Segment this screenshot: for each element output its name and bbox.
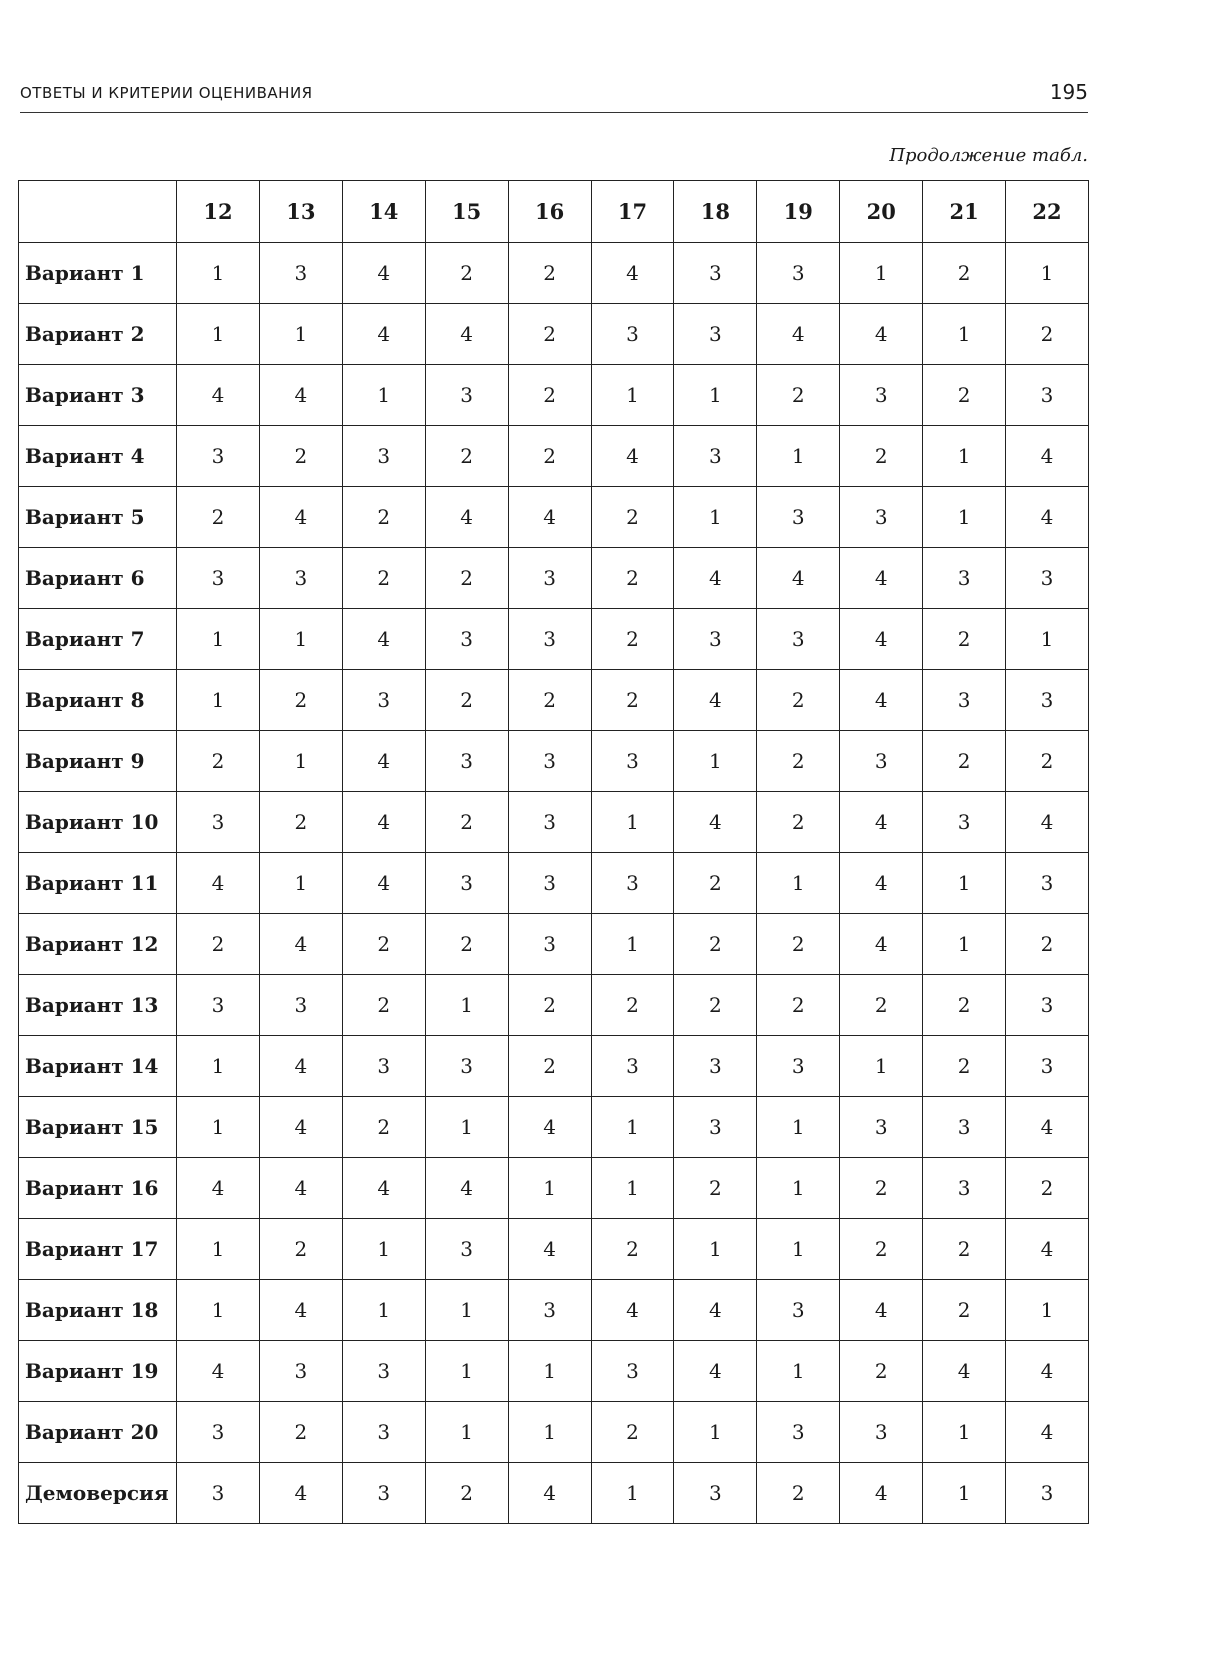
answer-cell: 4 — [674, 792, 757, 853]
answer-cell: 4 — [259, 365, 342, 426]
answer-cell: 3 — [757, 1036, 840, 1097]
section-title: ОТВЕТЫ И КРИТЕРИИ ОЦЕНИВАНИЯ — [20, 84, 313, 102]
answer-cell: 2 — [1006, 1158, 1089, 1219]
answer-cell: 3 — [177, 1402, 260, 1463]
answer-cell: 2 — [757, 914, 840, 975]
answer-cell: 2 — [840, 1158, 923, 1219]
answer-cell: 3 — [757, 487, 840, 548]
answer-cell: 1 — [923, 304, 1006, 365]
answer-cell: 4 — [508, 1097, 591, 1158]
answer-cell: 2 — [923, 731, 1006, 792]
answer-cell: 2 — [757, 365, 840, 426]
column-header: 19 — [757, 181, 840, 243]
answer-cell: 2 — [923, 1036, 1006, 1097]
answer-cell: 2 — [840, 426, 923, 487]
answer-cell: 1 — [177, 1219, 260, 1280]
answer-cell: 4 — [674, 1280, 757, 1341]
answer-cell: 2 — [591, 609, 674, 670]
answer-cell: 1 — [923, 853, 1006, 914]
answer-cell: 1 — [342, 365, 425, 426]
answer-cell: 3 — [757, 609, 840, 670]
answer-cell: 4 — [1006, 1341, 1089, 1402]
answer-cell: 2 — [508, 304, 591, 365]
answer-cell: 1 — [177, 1036, 260, 1097]
answer-cell: 2 — [508, 426, 591, 487]
answer-cell: 2 — [508, 1036, 591, 1097]
row-label: Вариант 18 — [19, 1280, 177, 1341]
row-label: Вариант 6 — [19, 548, 177, 609]
answer-cell: 1 — [425, 1097, 508, 1158]
answer-cell: 3 — [259, 243, 342, 304]
answer-cell: 1 — [591, 914, 674, 975]
answer-cell: 3 — [1006, 853, 1089, 914]
answer-cell: 4 — [342, 1158, 425, 1219]
answer-cell: 2 — [591, 1402, 674, 1463]
answer-cell: 1 — [674, 1219, 757, 1280]
answer-cell: 4 — [591, 426, 674, 487]
answer-cell: 4 — [674, 548, 757, 609]
row-label: Вариант 8 — [19, 670, 177, 731]
answer-cell: 1 — [425, 1280, 508, 1341]
answer-cell: 3 — [425, 1219, 508, 1280]
row-label: Вариант 3 — [19, 365, 177, 426]
answer-cell: 3 — [840, 487, 923, 548]
answer-cell: 3 — [508, 914, 591, 975]
answer-cell: 4 — [259, 1463, 342, 1524]
answer-cell: 4 — [757, 548, 840, 609]
answer-cell: 3 — [591, 853, 674, 914]
answer-cell: 2 — [591, 548, 674, 609]
answer-cell: 3 — [259, 548, 342, 609]
answer-cell: 1 — [674, 487, 757, 548]
answer-cell: 2 — [757, 792, 840, 853]
answer-cell: 1 — [757, 1341, 840, 1402]
answer-cell: 4 — [591, 243, 674, 304]
answer-cell: 2 — [840, 975, 923, 1036]
corner-cell — [19, 181, 177, 243]
answer-cell: 2 — [757, 1463, 840, 1524]
answer-cell: 3 — [591, 1036, 674, 1097]
table-row — [19, 1463, 1089, 1524]
answer-cell: 3 — [1006, 1036, 1089, 1097]
answer-cell: 3 — [840, 731, 923, 792]
answer-cell: 4 — [840, 1463, 923, 1524]
answer-cell: 3 — [1006, 670, 1089, 731]
column-header: 13 — [259, 181, 342, 243]
answer-cell: 3 — [508, 853, 591, 914]
answer-cell: 2 — [674, 914, 757, 975]
answer-cell: 3 — [840, 1402, 923, 1463]
answer-cell: 3 — [757, 1280, 840, 1341]
answer-cell: 1 — [840, 243, 923, 304]
answer-cell: 3 — [840, 365, 923, 426]
answer-cell: 2 — [674, 1158, 757, 1219]
answer-cell: 4 — [342, 243, 425, 304]
answer-cell: 3 — [591, 1341, 674, 1402]
answer-cell: 2 — [674, 975, 757, 1036]
table-row — [19, 975, 1089, 1036]
answer-cell: 4 — [425, 1158, 508, 1219]
answer-cell: 3 — [508, 548, 591, 609]
answer-cell: 2 — [259, 1402, 342, 1463]
answer-cell: 1 — [508, 1158, 591, 1219]
answer-cell: 1 — [591, 1463, 674, 1524]
answer-cell: 4 — [508, 487, 591, 548]
table-row — [19, 1219, 1089, 1280]
answer-cell: 2 — [923, 975, 1006, 1036]
answer-cell: 3 — [1006, 365, 1089, 426]
answer-cell: 2 — [342, 975, 425, 1036]
answer-cell: 3 — [674, 304, 757, 365]
answer-cell: 4 — [591, 1280, 674, 1341]
answer-cell: 3 — [1006, 548, 1089, 609]
answer-cell: 3 — [923, 1158, 1006, 1219]
answer-cell: 4 — [177, 1158, 260, 1219]
row-label: Вариант 15 — [19, 1097, 177, 1158]
answer-cell: 3 — [177, 426, 260, 487]
answer-cell: 2 — [508, 243, 591, 304]
answer-cell: 2 — [1006, 304, 1089, 365]
answer-cell: 4 — [1006, 1402, 1089, 1463]
answer-cell: 1 — [1006, 609, 1089, 670]
answer-cell: 1 — [674, 365, 757, 426]
table-row — [19, 1036, 1089, 1097]
answer-cell: 4 — [1006, 426, 1089, 487]
answer-cell: 3 — [342, 426, 425, 487]
answer-cell: 3 — [923, 792, 1006, 853]
table-row — [19, 1341, 1089, 1402]
table-row — [19, 243, 1089, 304]
answer-cell: 4 — [342, 853, 425, 914]
answer-cell: 1 — [674, 1402, 757, 1463]
row-label: Вариант 12 — [19, 914, 177, 975]
answer-cell: 3 — [425, 731, 508, 792]
table-header-row — [19, 181, 1089, 243]
answer-cell: 3 — [259, 975, 342, 1036]
answer-cell: 4 — [923, 1341, 1006, 1402]
answer-cell: 4 — [840, 853, 923, 914]
answer-cell: 4 — [840, 792, 923, 853]
answer-cell: 2 — [177, 487, 260, 548]
answer-cell: 4 — [840, 670, 923, 731]
answer-cell: 1 — [259, 731, 342, 792]
answer-cell: 4 — [840, 548, 923, 609]
answer-cell: 3 — [342, 670, 425, 731]
answer-cell: 2 — [591, 487, 674, 548]
answer-cell: 1 — [259, 853, 342, 914]
answer-cell: 2 — [342, 487, 425, 548]
answer-cell: 4 — [259, 1097, 342, 1158]
answer-cell: 1 — [840, 1036, 923, 1097]
row-label: Вариант 19 — [19, 1341, 177, 1402]
row-label: Вариант 13 — [19, 975, 177, 1036]
answer-cell: 4 — [674, 670, 757, 731]
answer-cell: 4 — [259, 914, 342, 975]
answer-cell: 2 — [425, 548, 508, 609]
answer-cell: 3 — [1006, 1463, 1089, 1524]
answer-cell: 3 — [342, 1402, 425, 1463]
answer-cell: 1 — [1006, 1280, 1089, 1341]
table-row — [19, 1097, 1089, 1158]
table-row — [19, 670, 1089, 731]
column-header: 18 — [674, 181, 757, 243]
answer-cell: 2 — [1006, 914, 1089, 975]
answer-cell: 2 — [259, 1219, 342, 1280]
table-row — [19, 731, 1089, 792]
answer-cell: 1 — [757, 1219, 840, 1280]
table-row — [19, 426, 1089, 487]
answer-cell: 4 — [1006, 792, 1089, 853]
answer-cell: 4 — [177, 1341, 260, 1402]
answer-cell: 4 — [1006, 1219, 1089, 1280]
answer-cell: 4 — [1006, 487, 1089, 548]
answer-cell: 3 — [425, 609, 508, 670]
answer-cell: 1 — [259, 304, 342, 365]
column-header: 14 — [342, 181, 425, 243]
answer-cell: 1 — [177, 609, 260, 670]
row-label: Вариант 9 — [19, 731, 177, 792]
answer-cell: 4 — [342, 792, 425, 853]
column-header: 17 — [591, 181, 674, 243]
answer-cell: 1 — [425, 1341, 508, 1402]
answer-cell: 2 — [508, 365, 591, 426]
answer-cell: 2 — [674, 853, 757, 914]
table-continuation-caption: Продолжение табл. — [889, 145, 1088, 166]
answer-cell: 2 — [259, 426, 342, 487]
answer-cell: 2 — [508, 975, 591, 1036]
answer-cell: 4 — [177, 853, 260, 914]
table-row — [19, 853, 1089, 914]
row-label: Вариант 10 — [19, 792, 177, 853]
answer-cell: 2 — [757, 731, 840, 792]
answer-cell: 3 — [425, 853, 508, 914]
answer-cell: 1 — [674, 731, 757, 792]
answer-cell: 2 — [425, 670, 508, 731]
answer-cell: 1 — [342, 1280, 425, 1341]
answer-cell: 1 — [1006, 243, 1089, 304]
answer-cell: 4 — [840, 1280, 923, 1341]
answer-cell: 2 — [425, 426, 508, 487]
answer-cell: 2 — [425, 1463, 508, 1524]
answer-cell: 3 — [674, 1097, 757, 1158]
answer-cell: 3 — [342, 1463, 425, 1524]
answer-cell: 1 — [591, 792, 674, 853]
answer-cell: 3 — [259, 1341, 342, 1402]
answer-cell: 2 — [923, 1219, 1006, 1280]
answer-cell: 3 — [177, 792, 260, 853]
answer-cell: 3 — [674, 243, 757, 304]
row-label: Вариант 1 — [19, 243, 177, 304]
answer-cell: 4 — [259, 487, 342, 548]
table-row — [19, 487, 1089, 548]
answer-cell: 1 — [591, 365, 674, 426]
answer-cell: 1 — [177, 1097, 260, 1158]
running-head — [20, 82, 1088, 113]
table-body — [19, 243, 1089, 1524]
answer-cell: 1 — [508, 1402, 591, 1463]
answer-cell: 2 — [177, 731, 260, 792]
answer-cell: 1 — [177, 670, 260, 731]
row-label: Вариант 4 — [19, 426, 177, 487]
row-label: Вариант 16 — [19, 1158, 177, 1219]
answer-cell: 3 — [425, 1036, 508, 1097]
answer-cell: 3 — [923, 548, 1006, 609]
answer-cell: 1 — [508, 1341, 591, 1402]
column-header: 16 — [508, 181, 591, 243]
column-header: 20 — [840, 181, 923, 243]
answer-cell: 3 — [757, 1402, 840, 1463]
answer-cell: 1 — [591, 1097, 674, 1158]
answer-cell: 3 — [674, 1036, 757, 1097]
table-row — [19, 792, 1089, 853]
answer-cell: 4 — [259, 1280, 342, 1341]
row-label: Вариант 14 — [19, 1036, 177, 1097]
answer-cell: 2 — [342, 548, 425, 609]
answer-cell: 2 — [923, 609, 1006, 670]
answer-cell: 4 — [342, 609, 425, 670]
column-header: 12 — [177, 181, 260, 243]
answer-cell: 3 — [342, 1341, 425, 1402]
answer-cell: 3 — [508, 792, 591, 853]
answer-cell: 4 — [508, 1219, 591, 1280]
answer-cell: 1 — [923, 1463, 1006, 1524]
answer-cell: 4 — [259, 1036, 342, 1097]
answer-cell: 4 — [342, 304, 425, 365]
answer-cell: 2 — [591, 670, 674, 731]
answer-cell: 2 — [923, 243, 1006, 304]
answer-cell: 4 — [840, 914, 923, 975]
answer-cell: 1 — [923, 487, 1006, 548]
answer-cell: 2 — [591, 975, 674, 1036]
answer-cell: 4 — [342, 731, 425, 792]
answer-cell: 1 — [757, 1158, 840, 1219]
answer-cell: 2 — [840, 1341, 923, 1402]
answer-cell: 2 — [1006, 731, 1089, 792]
answer-cell: 2 — [757, 670, 840, 731]
answer-cell: 2 — [425, 243, 508, 304]
table-row — [19, 609, 1089, 670]
answer-cell: 4 — [757, 304, 840, 365]
answer-cell: 4 — [177, 365, 260, 426]
page-number: 195 — [1049, 80, 1088, 104]
row-label: Вариант 17 — [19, 1219, 177, 1280]
answer-cell: 3 — [757, 243, 840, 304]
answer-cell: 3 — [508, 609, 591, 670]
column-header: 22 — [1006, 181, 1089, 243]
answer-cell: 4 — [259, 1158, 342, 1219]
answer-cell: 2 — [259, 670, 342, 731]
answer-cell: 3 — [674, 426, 757, 487]
table-row — [19, 365, 1089, 426]
answer-cell: 1 — [177, 243, 260, 304]
table-row — [19, 304, 1089, 365]
answer-cell: 1 — [757, 853, 840, 914]
table-row — [19, 1158, 1089, 1219]
table-row — [19, 548, 1089, 609]
answers-table — [18, 180, 1089, 1524]
answer-cell: 1 — [177, 1280, 260, 1341]
answer-cell: 2 — [425, 914, 508, 975]
answer-cell: 2 — [840, 1219, 923, 1280]
answer-cell: 3 — [177, 975, 260, 1036]
answer-cell: 3 — [425, 365, 508, 426]
answer-cell: 1 — [425, 975, 508, 1036]
answer-cell: 1 — [259, 609, 342, 670]
answer-cell: 2 — [342, 914, 425, 975]
answer-cell: 3 — [674, 609, 757, 670]
table-row — [19, 1402, 1089, 1463]
answer-cell: 1 — [923, 426, 1006, 487]
answer-cell: 1 — [342, 1219, 425, 1280]
answer-cell: 1 — [757, 426, 840, 487]
answer-cell: 1 — [923, 1402, 1006, 1463]
column-header: 21 — [923, 181, 1006, 243]
answer-cell: 4 — [840, 304, 923, 365]
row-label: Вариант 5 — [19, 487, 177, 548]
row-label: Вариант 2 — [19, 304, 177, 365]
table-row — [19, 914, 1089, 975]
answer-cell: 4 — [674, 1341, 757, 1402]
row-label: Вариант 20 — [19, 1402, 177, 1463]
answer-cell: 2 — [923, 365, 1006, 426]
answer-cell: 2 — [342, 1097, 425, 1158]
answer-cell: 1 — [425, 1402, 508, 1463]
row-label: Вариант 7 — [19, 609, 177, 670]
answer-cell: 3 — [177, 548, 260, 609]
answer-cell: 1 — [177, 304, 260, 365]
answer-cell: 2 — [591, 1219, 674, 1280]
column-header: 15 — [425, 181, 508, 243]
answer-cell: 3 — [1006, 975, 1089, 1036]
answer-cell: 2 — [923, 1280, 1006, 1341]
answer-cell: 3 — [508, 1280, 591, 1341]
answer-cell: 4 — [508, 1463, 591, 1524]
answer-cell: 2 — [508, 670, 591, 731]
answer-cell: 3 — [674, 1463, 757, 1524]
answer-cell: 1 — [757, 1097, 840, 1158]
answer-cell: 3 — [923, 1097, 1006, 1158]
table-row — [19, 1280, 1089, 1341]
answer-cell: 3 — [177, 1463, 260, 1524]
answer-cell: 3 — [508, 731, 591, 792]
answer-cell: 2 — [177, 914, 260, 975]
answer-cell: 3 — [591, 731, 674, 792]
answer-cell: 2 — [757, 975, 840, 1036]
answer-cell: 4 — [1006, 1097, 1089, 1158]
answer-cell: 1 — [923, 914, 1006, 975]
answer-cell: 3 — [923, 670, 1006, 731]
answer-cell: 1 — [591, 1158, 674, 1219]
answer-cell: 2 — [259, 792, 342, 853]
answer-cell: 3 — [591, 304, 674, 365]
answer-cell: 2 — [425, 792, 508, 853]
row-label: Вариант 11 — [19, 853, 177, 914]
answer-cell: 4 — [425, 304, 508, 365]
row-label: Демоверсия — [19, 1463, 177, 1524]
answer-cell: 3 — [342, 1036, 425, 1097]
answer-cell: 4 — [425, 487, 508, 548]
answer-cell: 3 — [840, 1097, 923, 1158]
answer-cell: 4 — [840, 609, 923, 670]
